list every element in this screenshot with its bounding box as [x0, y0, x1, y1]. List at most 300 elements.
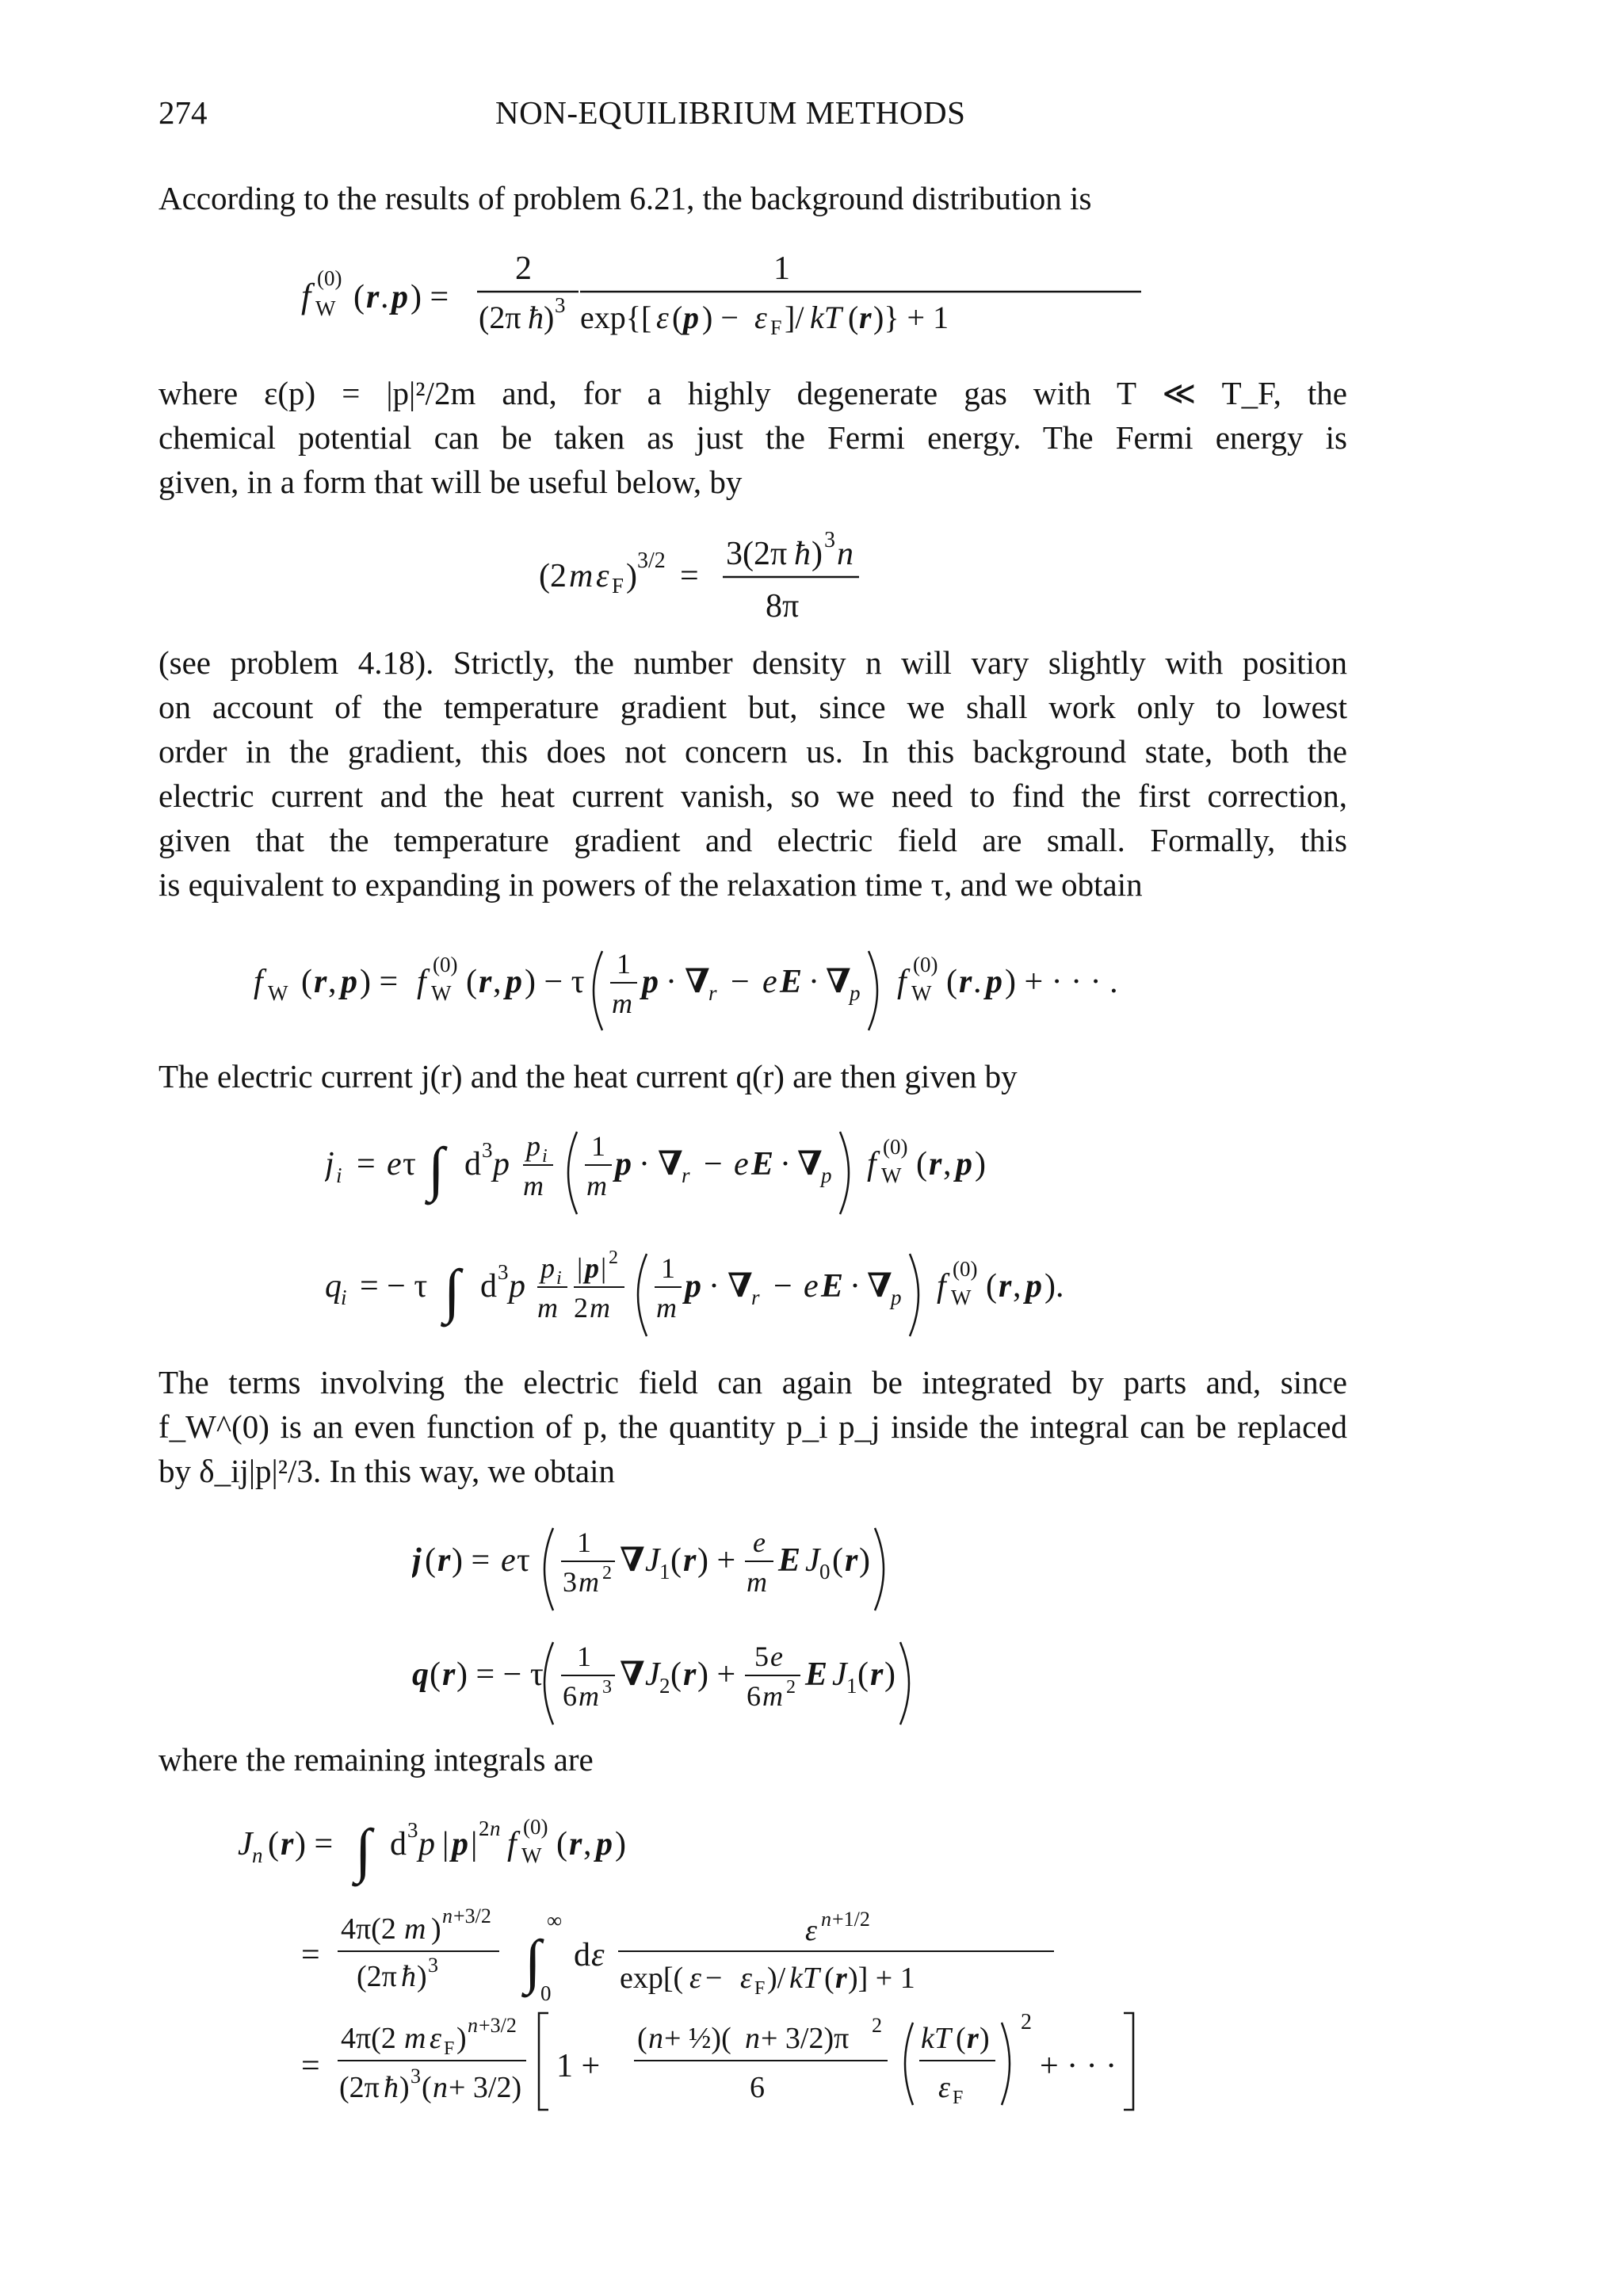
svg-text:,: ,: [583, 1826, 592, 1862]
svg-text:p: p: [596, 1826, 613, 1862]
svg-text:τ: τ: [403, 1146, 416, 1182]
svg-text:1: 1: [773, 250, 790, 287]
svg-text:3(2π: 3(2π: [726, 536, 788, 572]
svg-text:W: W: [911, 981, 932, 1005]
svg-text:r: r: [281, 1826, 294, 1862]
svg-text:i: i: [341, 1286, 347, 1309]
svg-text:n: n: [252, 1843, 263, 1867]
svg-text:): ): [975, 1146, 986, 1182]
svg-text:m: m: [569, 558, 594, 594]
svg-text:|: |: [471, 1826, 478, 1862]
svg-text:3/2: 3/2: [637, 548, 666, 573]
svg-text:(: (: [916, 1146, 927, 1182]
svg-text:j: j: [412, 1542, 422, 1579]
text-line: order in the gradient, this does not concern us. In this background state, both the: [158, 733, 1347, 770]
svg-text:2: 2: [1021, 2010, 1032, 2034]
paragraph-intro: [158, 176, 1347, 220]
svg-text:(: (: [956, 2022, 966, 2055]
svg-text:p: p: [506, 964, 522, 1000]
svg-text:n: n: [745, 2022, 760, 2055]
svg-text:): ): [626, 558, 637, 594]
paragraph-remaining-integrals: [158, 1737, 1347, 1782]
svg-text:r: r: [835, 1962, 847, 1995]
svg-text:3: 3: [498, 1260, 509, 1284]
svg-text:6: 6: [563, 1680, 577, 1712]
svg-text:(: (: [946, 964, 957, 1000]
svg-text:2: 2: [786, 1677, 796, 1698]
svg-text:0: 0: [819, 1560, 831, 1584]
svg-text:r: r: [929, 1146, 942, 1182]
text-line: electric current and the heat current vanish, so we need to find the first correction,: [158, 777, 1347, 814]
svg-text:)/: )/: [767, 1962, 786, 1995]
svg-text:∇: ∇: [658, 1146, 683, 1182]
svg-text:i: i: [336, 1163, 342, 1187]
svg-text:n: n: [837, 536, 854, 572]
svg-text:(: (: [824, 1962, 834, 1995]
svg-text:3: 3: [602, 1677, 612, 1698]
svg-text:m: m: [404, 1912, 426, 1946]
svg-text:d: d: [574, 1937, 590, 1973]
svg-text:) −: ) −: [702, 300, 739, 335]
svg-text:p: p: [526, 1130, 540, 1162]
svg-text:F: F: [953, 2088, 964, 2108]
svg-text:∇: ∇: [826, 964, 851, 1000]
svg-text:): ): [859, 1542, 870, 1579]
svg-text:p: p: [683, 300, 699, 335]
svg-text:r: r: [683, 1656, 697, 1693]
svg-text:+1/2: +1/2: [832, 1908, 870, 1931]
text-line: by δ_ij|p|²/3. In this way, we obtain: [158, 1453, 616, 1489]
svg-text:=: =: [301, 2048, 320, 2084]
svg-text:p: p: [540, 1252, 555, 1284]
svg-text:f: f: [254, 964, 263, 1000]
svg-text:·: ·: [666, 964, 677, 1000]
text-line: where the remaining integrals are: [158, 1741, 594, 1778]
svg-text:i: i: [542, 1146, 548, 1167]
svg-text:,: ,: [328, 964, 337, 1000]
svg-text:p: p: [642, 964, 659, 1000]
svg-text:) = − τ: ) = − τ: [456, 1656, 544, 1693]
svg-text:(: (: [857, 1656, 869, 1693]
svg-text:m: m: [579, 1566, 599, 1598]
svg-text:,: ,: [493, 964, 502, 1000]
svg-text:·: ·: [808, 964, 819, 1000]
svg-text:−: −: [773, 1268, 792, 1305]
svg-text:1: 1: [591, 1130, 605, 1162]
svg-text:(: (: [670, 1656, 682, 1693]
svg-text:(: (: [672, 300, 683, 335]
running-title: NON-EQUILIBRIUM METHODS: [495, 94, 966, 131]
svg-text:p: p: [850, 981, 861, 1005]
page-number: 274: [158, 94, 208, 131]
svg-text:q: q: [412, 1656, 429, 1693]
svg-text:3: 3: [482, 1138, 493, 1162]
svg-text:∫: ∫: [444, 1258, 460, 1324]
svg-text:) − τ: ) − τ: [525, 964, 585, 1000]
svg-text:p: p: [452, 1826, 468, 1862]
svg-text:|: |: [442, 1826, 449, 1862]
svg-text:m: m: [523, 1170, 544, 1201]
svg-text:∫: ∫: [355, 1817, 372, 1884]
svg-text:1: 1: [617, 948, 631, 980]
svg-text:p: p: [585, 1252, 599, 1284]
svg-text:ε: ε: [591, 1937, 605, 1973]
svg-text:) +: ) +: [697, 1542, 736, 1579]
svg-text:6: 6: [750, 2071, 765, 2104]
svg-text:): ): [399, 2071, 410, 2104]
svg-text:p: p: [418, 1826, 435, 1862]
svg-text:(: (: [670, 1542, 682, 1579]
svg-text:(: (: [986, 1268, 997, 1305]
svg-text:m: m: [590, 1292, 610, 1324]
svg-text:(: (: [422, 2071, 432, 2104]
svg-text:e: e: [770, 1641, 783, 1672]
svg-text:(: (: [637, 2022, 647, 2055]
svg-text:0: 0: [540, 1981, 552, 2005]
svg-text:= − τ: = − τ: [360, 1268, 428, 1305]
svg-text:): ): [417, 1960, 427, 1993]
svg-text:F: F: [444, 2038, 455, 2059]
svg-text:·: ·: [850, 1268, 861, 1305]
svg-text:r: r: [845, 1542, 858, 1579]
svg-text:+3/2: +3/2: [479, 2014, 517, 2037]
svg-text:e: e: [753, 1526, 766, 1558]
svg-text:): ): [544, 300, 555, 335]
svg-text:(2: (2: [539, 558, 567, 594]
svg-text:p: p: [391, 279, 408, 315]
svg-text:r: r: [366, 279, 380, 315]
svg-text:·: ·: [639, 1146, 650, 1182]
equation-jn-integrals: [238, 1799, 1347, 2132]
svg-text:−: −: [705, 1962, 723, 1995]
svg-text:J: J: [645, 1542, 660, 1579]
svg-text:3: 3: [824, 528, 835, 552]
svg-text:) =: ) =: [452, 1542, 491, 1579]
svg-text:∞: ∞: [547, 1908, 563, 1932]
svg-text:e: e: [387, 1146, 402, 1182]
svg-text:f: f: [301, 277, 311, 315]
svg-text:m: m: [579, 1680, 599, 1712]
svg-text:exp{[: exp{[: [580, 300, 652, 335]
svg-text:F: F: [770, 316, 782, 339]
svg-text:f: f: [417, 964, 426, 1000]
svg-text:p: p: [1025, 1268, 1042, 1305]
svg-text:(: (: [556, 1826, 567, 1862]
svg-text:∇: ∇: [867, 1268, 892, 1305]
svg-text:kT: kT: [789, 1962, 819, 1995]
svg-text:j: j: [325, 1146, 334, 1182]
svg-text:kT: kT: [810, 300, 842, 335]
svg-text:3: 3: [407, 1818, 418, 1842]
svg-text:n: n: [442, 1904, 453, 1927]
svg-text:3: 3: [428, 1954, 438, 1977]
svg-text:2: 2: [479, 1817, 490, 1840]
svg-text:|: |: [577, 1252, 583, 1284]
svg-text:,: ,: [1013, 1268, 1022, 1305]
svg-text:(0): (0): [433, 953, 458, 976]
svg-text:]/: ]/: [785, 300, 804, 335]
svg-text:p: p: [821, 1163, 832, 1187]
svg-text:).: ).: [1044, 1268, 1064, 1305]
paragraph-fermi-energy: [158, 371, 1347, 504]
svg-text:=: =: [357, 1146, 376, 1182]
text-line: f_W^(0) is an even function of p, the quantity p_i p_j inside the integral can be replaced: [158, 1408, 1347, 1445]
svg-text:p: p: [956, 1146, 972, 1182]
svg-text:n: n: [490, 1817, 501, 1840]
svg-text:r: r: [870, 1656, 884, 1693]
text-line: is equivalent to expanding in powers of the relaxation time τ, and we obtain: [158, 866, 1143, 903]
svg-text:(0): (0): [913, 953, 938, 976]
svg-text:ε: ε: [689, 1962, 701, 1995]
svg-text:J: J: [645, 1656, 660, 1693]
running-header: [158, 94, 1347, 141]
svg-text:r: r: [708, 981, 717, 1005]
svg-text:): ): [812, 536, 823, 572]
svg-text:m: m: [747, 1566, 767, 1598]
svg-text:ε: ε: [656, 300, 669, 335]
svg-text:W: W: [268, 981, 288, 1005]
svg-text:J: J: [832, 1656, 847, 1693]
svg-text:W: W: [315, 296, 336, 320]
svg-text:e: e: [501, 1542, 516, 1579]
text-line: given, in a form that will be useful below, by: [158, 464, 743, 500]
svg-text:=: =: [301, 1937, 320, 1973]
svg-text:)} + 1: )} + 1: [873, 300, 949, 335]
svg-text:e: e: [804, 1268, 819, 1305]
svg-text:J: J: [238, 1826, 253, 1862]
svg-text:ħ: ħ: [401, 1960, 416, 1993]
svg-text:p: p: [493, 1146, 510, 1182]
svg-text:exp[(: exp[(: [620, 1962, 684, 1995]
svg-text:ε: ε: [754, 300, 767, 335]
svg-text:τ: τ: [517, 1542, 530, 1579]
svg-text:(: (: [301, 964, 312, 1000]
svg-text:∇: ∇: [620, 1542, 645, 1579]
svg-text:=: =: [680, 558, 699, 594]
svg-text:.: .: [380, 279, 389, 315]
svg-text:∇: ∇: [620, 1656, 645, 1693]
svg-text:) =: ) =: [360, 964, 399, 1000]
svg-text:): ): [456, 2022, 467, 2055]
svg-text:q: q: [325, 1268, 342, 1305]
svg-text:) +: ) +: [697, 1656, 736, 1693]
svg-text:m: m: [586, 1170, 607, 1201]
equation-current-results: [412, 1506, 1125, 1728]
svg-text:(2π: (2π: [479, 300, 521, 335]
svg-text:r: r: [999, 1268, 1012, 1305]
svg-text:ε: ε: [938, 2071, 950, 2104]
svg-text:F: F: [754, 1978, 766, 1999]
svg-text:) + · · · .: ) + · · · .: [1005, 964, 1118, 1000]
svg-text:r: r: [314, 964, 327, 1000]
svg-text:(: (: [832, 1542, 843, 1579]
svg-text:−: −: [704, 1146, 723, 1182]
svg-text:ε: ε: [805, 1914, 817, 1947]
svg-text:r: r: [859, 300, 872, 335]
svg-text:2: 2: [872, 2014, 882, 2037]
paragraph-integration-by-parts: [158, 1360, 1347, 1493]
svg-text:J: J: [805, 1542, 820, 1579]
paragraph-expansion: [158, 640, 1347, 907]
svg-text:e: e: [762, 964, 777, 1000]
svg-text:E: E: [805, 1656, 828, 1693]
svg-text:2: 2: [609, 1247, 618, 1268]
svg-text:m: m: [612, 988, 632, 1019]
svg-text:(0): (0): [523, 1815, 548, 1839]
svg-text:1 +: 1 +: [556, 2048, 601, 2084]
svg-text:f: f: [507, 1826, 517, 1862]
svg-text:n: n: [468, 2014, 478, 2037]
svg-text:ε: ε: [596, 558, 609, 594]
svg-text:ħ: ħ: [384, 2071, 399, 2104]
svg-text:): ): [431, 1912, 441, 1946]
svg-text:m: m: [404, 2022, 426, 2055]
text-line: The terms involving the electric field can again be integrated by parts and, since: [158, 1364, 1347, 1400]
svg-text:2: 2: [574, 1292, 588, 1324]
svg-text:|: |: [601, 1252, 607, 1284]
svg-text:(0): (0): [953, 1257, 978, 1281]
svg-text:d: d: [464, 1146, 481, 1182]
svg-text:f: f: [897, 964, 907, 1000]
svg-text:p: p: [685, 1268, 701, 1305]
svg-text:r: r: [682, 1163, 690, 1187]
svg-text:.: .: [973, 964, 982, 1000]
svg-text:W: W: [881, 1163, 902, 1187]
svg-text:2: 2: [515, 250, 532, 287]
svg-text:kT: kT: [921, 2022, 951, 2055]
svg-text:m: m: [762, 1680, 783, 1712]
svg-text:) =: ) =: [411, 279, 449, 315]
svg-text:(: (: [430, 1656, 441, 1693]
svg-text:m: m: [656, 1292, 677, 1324]
text-line: given that the temperature gradient and electric field are small. Formally, this: [158, 822, 1347, 858]
paragraph-currents: [158, 1054, 1347, 1098]
svg-text:W: W: [951, 1286, 972, 1309]
equation-background-distribution: [301, 238, 1173, 357]
svg-text:+3/2: +3/2: [453, 1904, 491, 1927]
svg-text:∇: ∇: [727, 1268, 753, 1305]
svg-text:p: p: [615, 1146, 632, 1182]
svg-text:ε: ε: [430, 2022, 441, 2055]
svg-text:E: E: [780, 964, 803, 1000]
svg-text:2: 2: [602, 1563, 612, 1584]
svg-text:E: E: [751, 1146, 774, 1182]
svg-text:r: r: [683, 1542, 697, 1579]
equation-fermi-energy: [539, 523, 983, 642]
svg-text:2: 2: [659, 1674, 670, 1698]
svg-text:r: r: [751, 1286, 760, 1309]
svg-text:1: 1: [659, 1560, 670, 1584]
text-line: (see problem 4.18). Strictly, the number density n will vary slightly with position: [158, 644, 1347, 681]
svg-text:E: E: [778, 1542, 801, 1579]
svg-text:3: 3: [563, 1566, 577, 1598]
svg-text:∫: ∫: [428, 1136, 445, 1202]
svg-text:r: r: [569, 1826, 582, 1862]
svg-text:+ · · ·: + · · ·: [1040, 2048, 1117, 2084]
svg-text:d: d: [390, 1826, 407, 1862]
svg-text:3: 3: [555, 293, 566, 317]
svg-text:(: (: [848, 300, 859, 335]
svg-text:(: (: [466, 964, 477, 1000]
svg-text:): ): [884, 1656, 896, 1693]
text-line: According to the results of problem 6.21, the background distribution is: [158, 180, 1092, 216]
svg-text:·: ·: [780, 1146, 791, 1182]
svg-text:(0): (0): [317, 266, 342, 290]
svg-text:−: −: [731, 964, 750, 1000]
svg-text:m: m: [537, 1292, 558, 1324]
svg-text:3: 3: [411, 2065, 421, 2088]
svg-text:4π(2: 4π(2: [341, 2022, 396, 2055]
svg-text:∇: ∇: [797, 1146, 823, 1182]
svg-text:ħ: ħ: [794, 536, 811, 572]
svg-text:p: p: [986, 964, 1002, 1000]
svg-text:p: p: [891, 1286, 902, 1309]
svg-text:f: f: [937, 1268, 946, 1305]
equation-expansion: [254, 927, 1347, 1038]
svg-text:): ): [615, 1826, 626, 1862]
text-line: where ε(p) = |p|²/2m and, for a highly degenerate gas with T ≪ T_F, the: [158, 375, 1347, 411]
svg-text:E: E: [821, 1268, 844, 1305]
svg-text:1: 1: [661, 1252, 675, 1284]
svg-text:4π(2: 4π(2: [341, 1912, 396, 1946]
svg-text:∇: ∇: [685, 964, 710, 1000]
svg-text:(: (: [353, 279, 365, 315]
svg-text:)] + 1: )] + 1: [848, 1962, 915, 1995]
svg-text:n: n: [821, 1908, 831, 1931]
svg-text:6: 6: [747, 1680, 761, 1712]
equation-current-integrals: [325, 1110, 1276, 1347]
svg-text:(2π: (2π: [339, 2071, 380, 2104]
svg-text:r: r: [479, 964, 492, 1000]
svg-text:∫: ∫: [525, 1928, 541, 1995]
svg-text:f: f: [867, 1146, 876, 1182]
svg-text:r: r: [442, 1656, 456, 1693]
svg-text:·: ·: [708, 1268, 720, 1305]
svg-text:1: 1: [846, 1674, 857, 1698]
svg-text:+ ½)(: + ½)(: [664, 2022, 731, 2055]
svg-text:W: W: [431, 981, 452, 1005]
svg-text:p: p: [341, 964, 357, 1000]
svg-text:8π: 8π: [766, 588, 800, 625]
svg-text:): ): [980, 2022, 990, 2055]
svg-text:1: 1: [577, 1641, 591, 1672]
svg-text:e: e: [734, 1146, 749, 1182]
svg-text:(0): (0): [883, 1135, 908, 1159]
svg-text:d: d: [480, 1268, 497, 1305]
svg-text:W: W: [521, 1843, 542, 1867]
svg-text:+ 3/2)π: + 3/2)π: [761, 2022, 850, 2055]
svg-text:n: n: [433, 2071, 448, 2104]
svg-text:1: 1: [577, 1526, 591, 1558]
svg-text:ħ: ħ: [528, 300, 544, 335]
svg-text:r: r: [967, 2022, 979, 2055]
text-line: chemical potential can be taken as just the Fermi energy. The Fermi energy is: [158, 419, 1347, 456]
svg-text:) =: ) =: [295, 1826, 334, 1862]
text-line: on account of the temperature gradient but, since we shall work only to lowest: [158, 689, 1347, 725]
text-line: The electric current j(r) and the heat current q(r) are then given by: [158, 1058, 1018, 1095]
svg-text:p: p: [509, 1268, 525, 1305]
svg-text:(: (: [268, 1826, 279, 1862]
svg-text:+ 3/2): + 3/2): [449, 2071, 522, 2104]
svg-text:r: r: [437, 1542, 451, 1579]
svg-text:i: i: [556, 1268, 562, 1289]
svg-text:,: ,: [943, 1146, 952, 1182]
svg-text:5: 5: [754, 1641, 769, 1672]
svg-text:n: n: [648, 2022, 663, 2055]
svg-text:ε: ε: [740, 1962, 752, 1995]
svg-text:r: r: [959, 964, 972, 1000]
svg-text:(: (: [425, 1542, 436, 1579]
